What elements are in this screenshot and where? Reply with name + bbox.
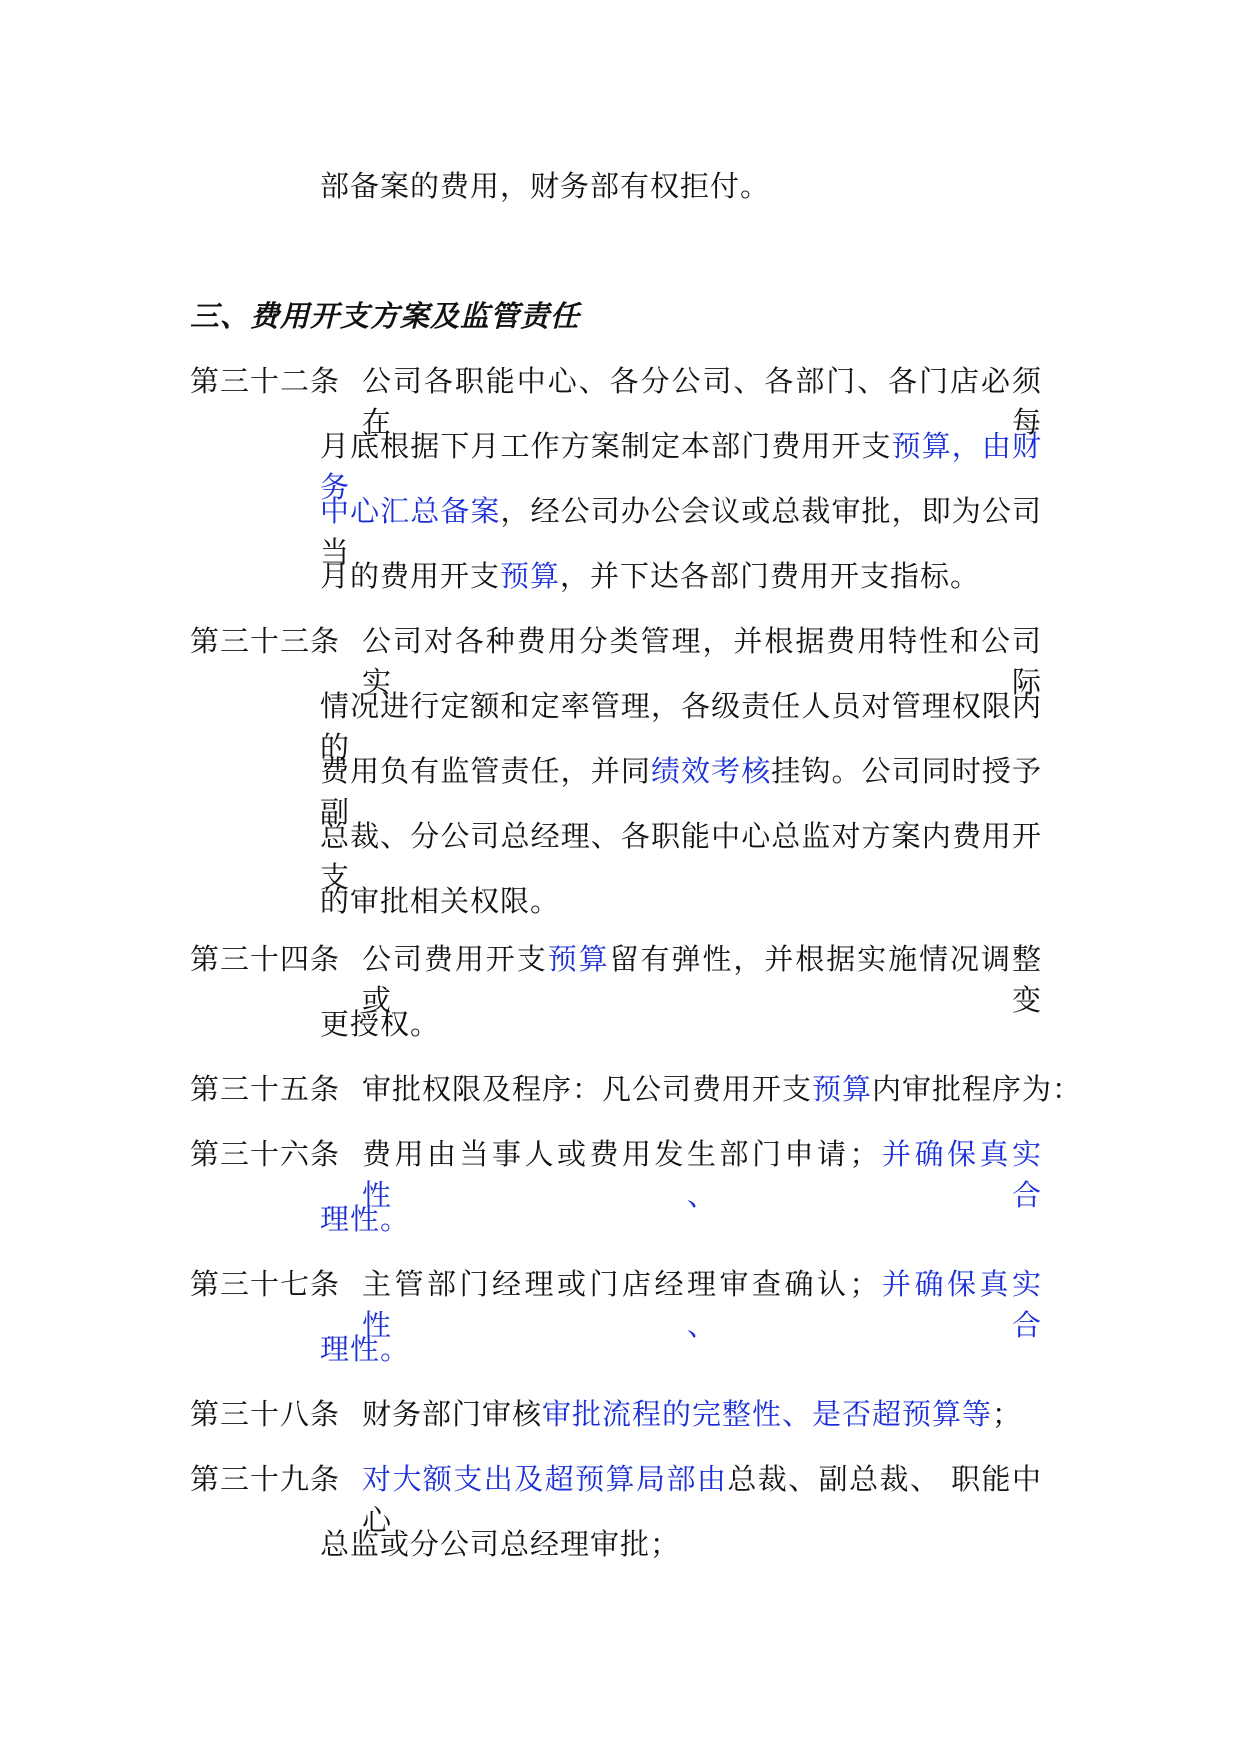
- body-text: 公司对各种费用分类管理，并根据费用特性和公司实际: [362, 624, 1042, 699]
- highlighted-text: 理性。: [320, 1202, 411, 1236]
- highlighted-text: 预算，由财务: [320, 429, 1042, 504]
- body-text: 总裁、副总裁、 职能中心: [362, 1462, 1042, 1537]
- highlighted-text: 对大额支出及超预算局部由: [362, 1462, 728, 1496]
- highlighted-text: 中心汇总备案: [320, 494, 501, 528]
- body-text: 更授权。: [320, 1007, 441, 1041]
- highlighted-text: 绩效考核: [650, 754, 772, 788]
- article-text-line: [362, 1132, 1042, 1214]
- body-text: 主管部门经理或门店经理审查确认；: [362, 1267, 880, 1301]
- article-text-line: [362, 937, 1042, 1019]
- body-text: 的审批相关权限。: [320, 884, 561, 918]
- article-text-line: [362, 1392, 1022, 1433]
- article-text-line: [320, 1197, 410, 1238]
- highlighted-text: 理性。: [320, 1332, 411, 1366]
- body-text: ，并下达各部门费用开支指标。: [560, 559, 981, 593]
- body-text: 财务部门审核: [362, 1397, 543, 1431]
- article-text-line: [320, 879, 560, 920]
- article-text-line: [320, 1522, 680, 1563]
- article-label: 第三十九条: [190, 1462, 341, 1496]
- highlighted-text: 审批流程的完整性、是否超预算等: [542, 1397, 993, 1431]
- carry-over-line: 部备案的费用，财务部有权拒付。: [320, 169, 771, 203]
- body-text: 月底根据下月工作方案制定本部门费用开支: [320, 429, 892, 463]
- highlighted-text: 并确保真实性、合: [362, 1137, 1042, 1212]
- article-label: 第三十八条: [190, 1397, 341, 1431]
- article-text-line: [362, 1262, 1042, 1344]
- article-label: 第三十六条: [190, 1137, 341, 1171]
- section-title: 三、费用开支方案及监管责任: [190, 299, 581, 333]
- body-text: ，经公司办公会议或总裁审批，即为公司当: [320, 494, 1042, 569]
- body-text: 内审批程序为：: [872, 1072, 1083, 1106]
- article-label: 第三十二条: [190, 364, 341, 398]
- article-text-line: [320, 1327, 410, 1368]
- body-text: 总监或分公司总经理审批；: [320, 1527, 681, 1561]
- article-text-line: [320, 1002, 440, 1043]
- body-text: ；: [992, 1397, 1023, 1431]
- article-text-line: [362, 1067, 1082, 1108]
- article-label: 第三十七条: [190, 1267, 341, 1301]
- highlighted-text: 预算: [812, 1072, 873, 1106]
- highlighted-text: 预算: [500, 559, 561, 593]
- article-text-line: [320, 554, 980, 595]
- body-text: 公司各职能中心、各分公司、各部门、各门店必须在每: [362, 364, 1042, 439]
- body-text: 费用由当事人或费用发生部门申请；: [362, 1137, 880, 1171]
- body-text: 公司费用开支: [362, 942, 548, 976]
- body-text: 挂钩。公司同时授予副: [320, 754, 1042, 829]
- article-label: 第三十四条: [190, 942, 341, 976]
- body-text: 总裁、分公司总经理、各职能中心总监对方案内费用开支: [320, 819, 1042, 894]
- body-text: 月的费用开支: [320, 559, 501, 593]
- highlighted-text: 预算: [547, 942, 610, 976]
- body-text: 留有弹性，并根据实施情况调整或变: [362, 942, 1042, 1017]
- body-text: 审批权限及程序：凡公司费用开支: [362, 1072, 813, 1106]
- body-text: 情况进行定额和定率管理，各级责任人员对管理权限内的: [320, 689, 1042, 764]
- article-label: 第三十三条: [190, 624, 341, 658]
- article-label: 第三十五条: [190, 1072, 341, 1106]
- highlighted-text: 并确保真实性、合: [362, 1267, 1042, 1342]
- body-text: 费用负有监管责任，并同: [320, 754, 651, 788]
